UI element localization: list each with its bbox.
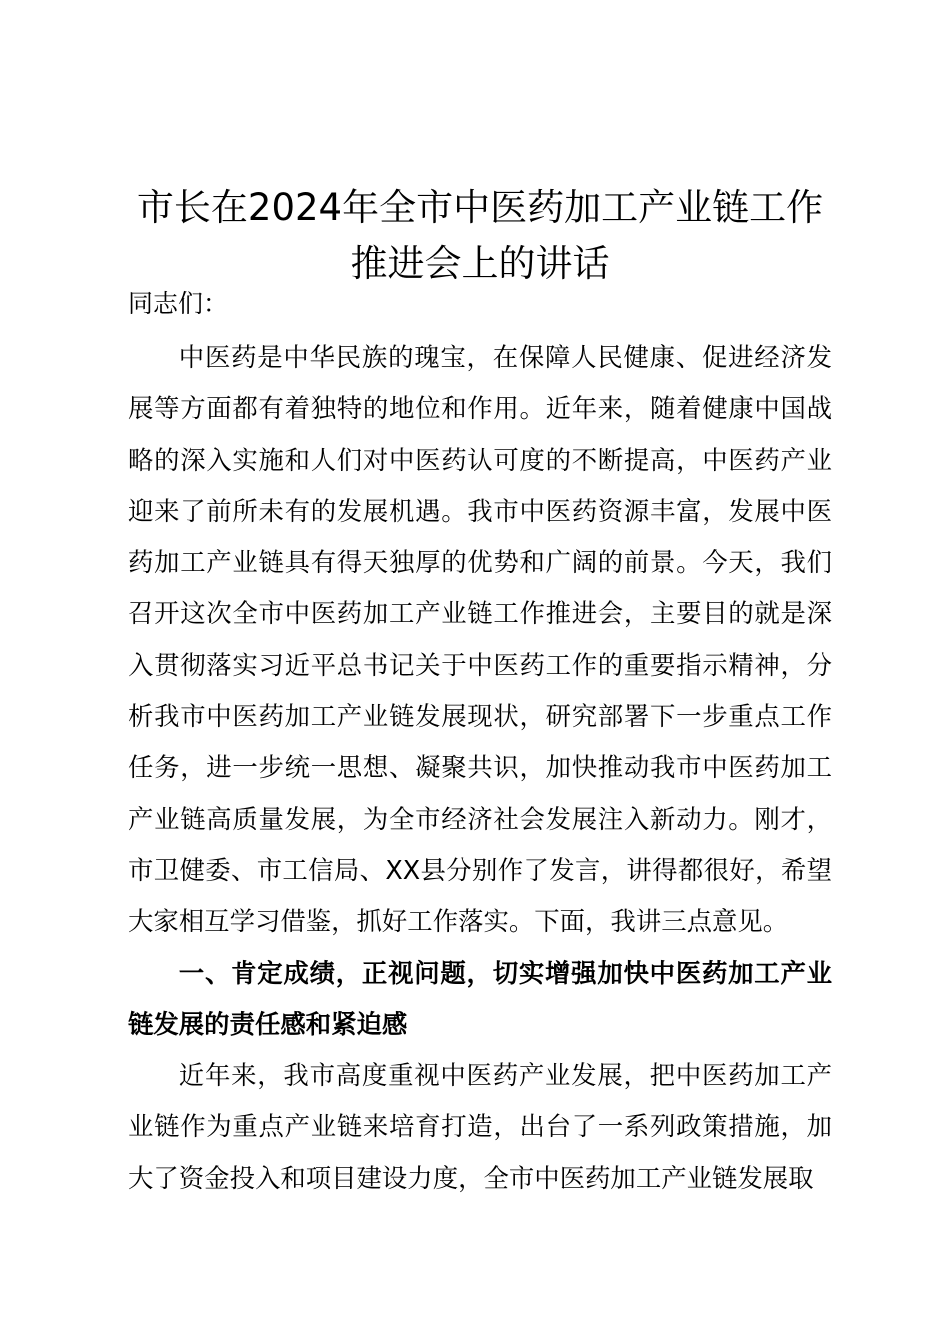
paragraph-section-1: 近年来，我市高度重视中医药产业发展，把中医药加工产业链作为重点产业链来培育打造，出台了一系列政策措施，加大了资金投入和项目建设力度，全市中医药加工产业链发展取 bbox=[128, 1060, 832, 1193]
paragraph-intro: 中医药是中华民族的瑰宝，在保障人民健康、促进经济发展等方面都有着独特的地位和作用。近年来，随着健康中国战略的深入实施和人们对中医药认可度的不断提高，中医药产业迎来了前所未有的发展机遇。我市中医药资源丰富，发展中医药加工产业链具有得天独厚的优势和广阔的前景。今天，我们召开这次全市中医药加工产业链工作推进会，主要目的就是深入贯彻落实习近平总书记关于中医药工作的重要指示精神，分析我市中医药加工产业链发展现状，研究部署下一步重点工作任务，进一步统一思想、凝聚共识，加快推动我市中医药加工产业链高质量发展，为全市经济社会发展注入新动力。刚才，市卫健委、市工信局、XX县分别作了发言，讲得都很好，希望大家相互学习借鉴，抓好工作落实。下面，我讲三点意见。 bbox=[128, 342, 832, 937]
section-heading-1: 一、肯定成绩，正视问题，切实增强加快中医药加工产业链发展的责任感和紧迫感 bbox=[128, 957, 832, 1039]
document-body bbox=[128, 332, 832, 1204]
salutation: 同志们： bbox=[128, 289, 229, 318]
document-title: 市长在2024年全市中医药加工产业链工作推进会上的讲话 bbox=[136, 186, 824, 285]
